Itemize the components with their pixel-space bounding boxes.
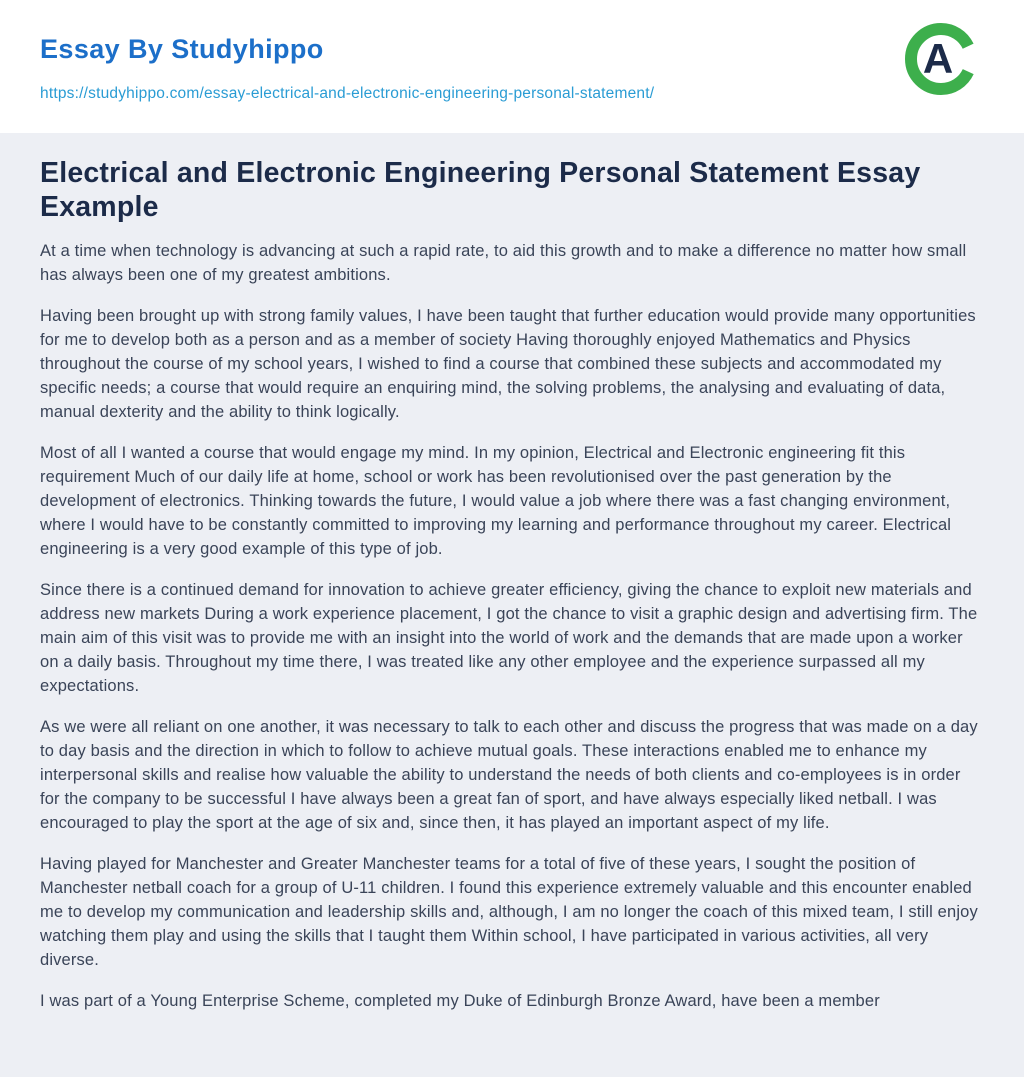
essay-paragraph: I was part of a Young Enterprise Scheme, completed my Duke of Edinburgh Bronze Award, have been a member <box>40 992 880 1011</box>
essay-paragraph: At a time when technology is advancing at such a rapid rate, to aid this growth and to make a difference no matter how small has always been one of my greatest ambitions. <box>40 242 967 285</box>
page-header <box>0 0 1024 133</box>
essay-paragraph: Most of all I wanted a course that would engage my mind. In my opinion, Electrical and Electronic engineering fit this requirement Much of our daily life at home, school or work has been revolutionised over the past generation by the development of electronics. Thinking towards the future, I would value a job where there was a fast changing environment, where I would have to be constantly committed to improving my learning and performance throughout my career. Electrical engineering is a very good example of this type of job. <box>40 444 952 559</box>
logo-ring-icon <box>904 22 978 96</box>
studyhippo-logo[interactable] <box>904 22 978 96</box>
essay-paragraph: As we were all reliant on one another, it was necessary to talk to each other and discuss the progress that was made on a day to day basis and the direction in which to follow to achieve mutual goals. These interactions enabled me to enhance my interpersonal skills and realise how valuable the ability to understand the needs of both clients and co-employees is in order for the company to be successful I have always been a great fan of sport, and have always especially liked netball. I was encouraged to play the sport at the age of six and, since then, it has played an important aspect of my life. <box>40 718 978 833</box>
logo-letter: A <box>922 35 954 82</box>
essay-body <box>40 239 984 1013</box>
essay-paragraph: Having been brought up with strong family values, I have been taught that further education would provide many opportunities for me to develop both as a person and as a member of society Having thoroughly enjoyed Mathematics and Physics throughout the course of my school years, I wished to find a course that combined these subjects and accommodated my specific needs; a course that would require an enquiring mind, the solving problems, the analysing and evaluating of data, manual dexterity and the ability to think logically. <box>40 307 976 422</box>
essay-paragraph: Since there is a continued demand for innovation to achieve greater efficiency, giving the chance to exploit new materials and address new markets During a work experience placement, I got the chance to visit a graphic design and advertising firm. The main aim of this visit was to provide me with an insight into the world of work and the demands that are made upon a worker on a daily basis. Throughout my time there, I was treated like any other employee and the experience surpassed all my expectations. <box>40 581 978 696</box>
page-title: Electrical and Electronic Engineering Personal Statement Essay Example <box>40 157 921 223</box>
article-content <box>0 133 1024 1013</box>
site-title: Essay By Studyhippo <box>40 34 324 64</box>
essay-paragraph: Having played for Manchester and Greater Manchester teams for a total of five of these years, I sought the position of Manchester netball coach for a group of U-11 children. I found this experience extremely valuable and this encounter enabled me to develop my communication and leadership skills and, although, I am no longer the coach of this mixed team, I still enjoy watching them play and using the skills that I taught them Within school, I have participated in various activities, all very diverse. <box>40 855 978 970</box>
source-url-link[interactable]: https://studyhippo.com/essay-electrical-and-electronic-engineering-personal-statement/ <box>40 85 655 102</box>
